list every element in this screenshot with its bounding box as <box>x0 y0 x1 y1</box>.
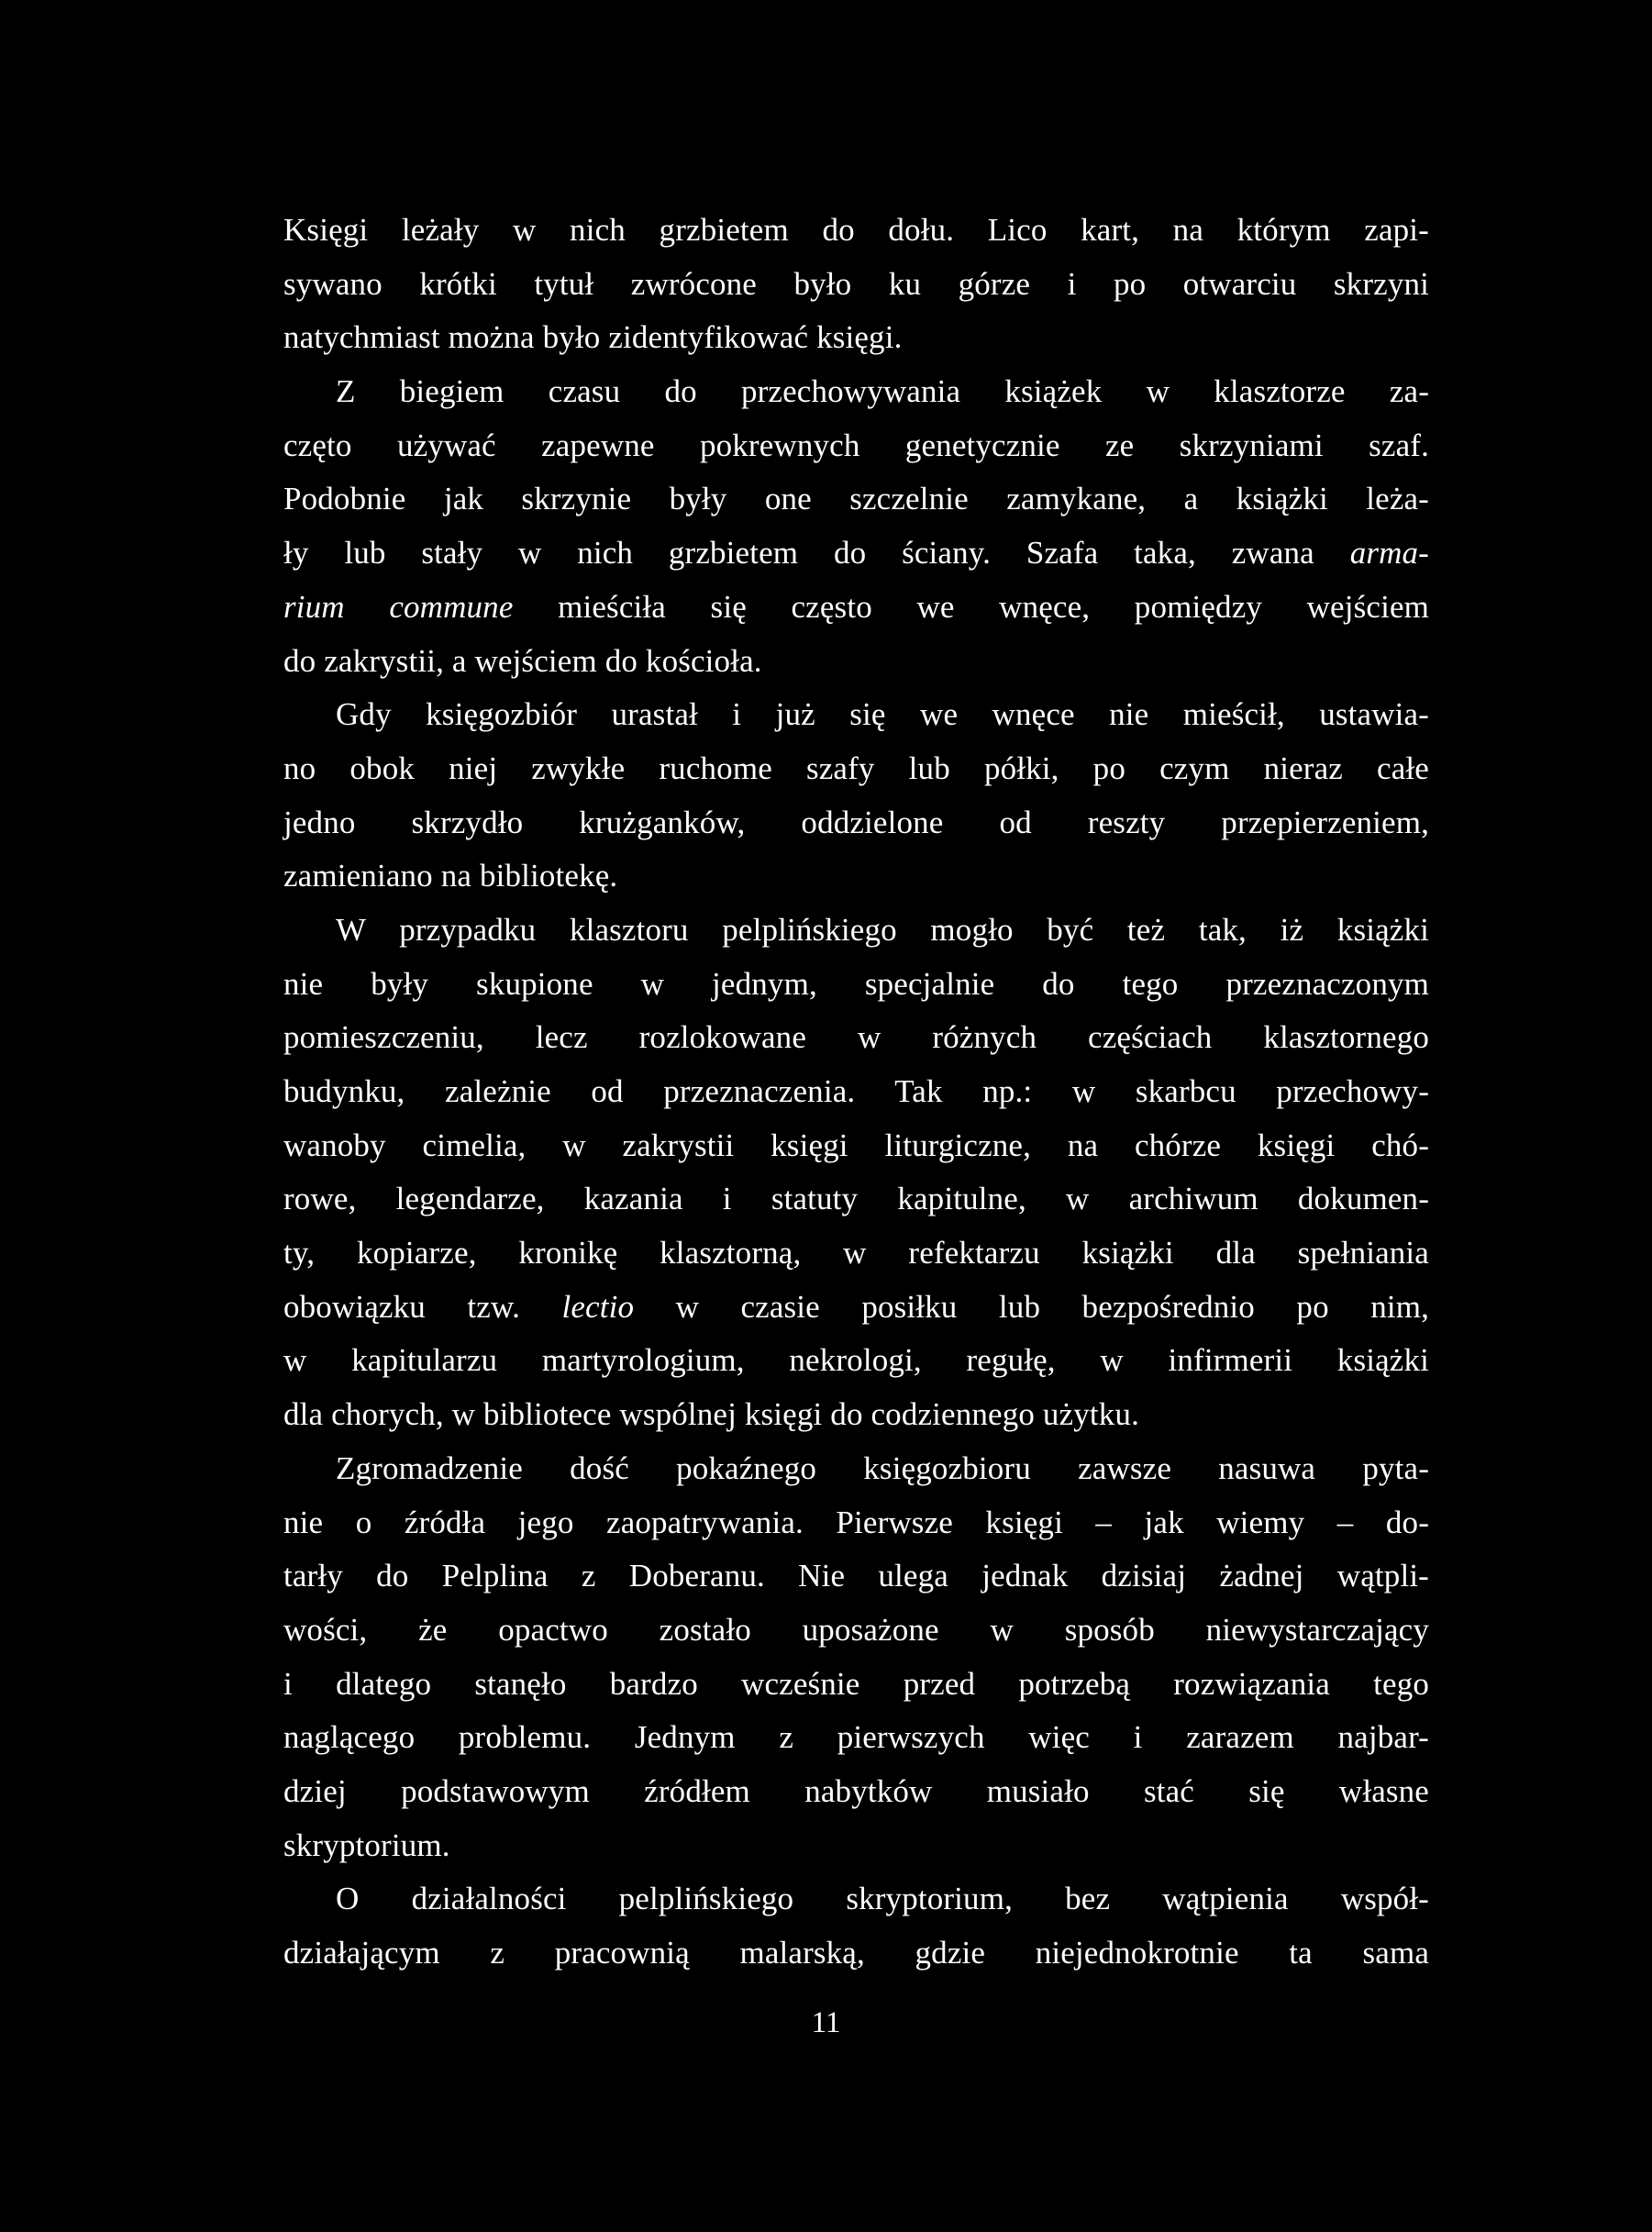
text-segment: W przypadku klasztoru pelplińskiego mogło być też tak, iż książki <box>336 911 1429 948</box>
text-segment: działającym z pracownią malarską, gdzie niejednokrotnie ta sama <box>283 1935 1429 1971</box>
text-line <box>283 1549 1429 1604</box>
text-segment: naglącego problemu. Jednym z pierwszych więc i zarazem najbar- <box>283 1719 1429 1756</box>
text-segment: obowiązku tzw. <box>283 1288 562 1325</box>
text-line <box>283 635 1429 689</box>
text-line <box>283 1658 1429 1712</box>
text-line <box>283 1281 1429 1335</box>
text-segment: mieściła się często we wnęce, pomiędzy wejściem <box>513 588 1430 625</box>
text-line <box>283 688 1429 742</box>
text-segment: i dlatego stanęło bardzo wcześnie przed potrzebą rozwiązania tego <box>283 1665 1429 1702</box>
text-line <box>283 1872 1429 1927</box>
text-line <box>283 472 1429 527</box>
text-line <box>283 1927 1429 1981</box>
text-line <box>283 1442 1429 1496</box>
text-line <box>283 904 1429 958</box>
italic-text: rium commune <box>283 588 514 625</box>
text-segment: częto używać zapewne pokrewnych genetycznie ze skrzyniami szaf. <box>283 427 1429 463</box>
text-line <box>283 258 1429 312</box>
text-segment: O działalności pelplińskiego skryptorium, bez wątpienia współ- <box>336 1881 1429 1917</box>
text-segment: w czasie posiłku lub bezpośrednio po nim, <box>634 1288 1429 1325</box>
text-line <box>283 1227 1429 1281</box>
text-segment: wanoby cimelia, w zakrystii księgi liturgiczne, na chórze księgi chó- <box>283 1127 1429 1163</box>
text-segment: wości, że opactwo zostało uposażone w sposób niewystarczający <box>283 1611 1429 1648</box>
text-segment: jedno skrzydło krużganków, oddzielone od reszty przepierzeniem, <box>283 804 1429 840</box>
italic-text: arma- <box>1349 535 1429 572</box>
text-segment: skryptorium. <box>283 1827 450 1863</box>
text-segment: do zakrystii, a wejściem do kościoła. <box>283 642 762 679</box>
text-line <box>283 1388 1429 1442</box>
page-number: 11 <box>811 2006 841 2039</box>
text-line <box>283 311 1429 365</box>
text-line <box>283 419 1429 473</box>
text-segment: Podobnie jak skrzynie były one szczelnie zamykane, a książki leża- <box>283 481 1429 517</box>
text-segment: natychmiast można było zidentyfikować księgi. <box>283 319 903 356</box>
text-line <box>283 1011 1429 1065</box>
body-text <box>283 204 1429 1981</box>
text-segment: dziej podstawowym źródłem nabytków musiało stać się własne <box>283 1772 1429 1809</box>
text-segment: Księgi leżały w nich grzbietem do dołu. Lico kart, na którym zapi- <box>283 212 1429 248</box>
italic-text: lectio <box>561 1288 635 1325</box>
text-line <box>283 581 1429 635</box>
text-line <box>283 1119 1429 1173</box>
text-line <box>283 1496 1429 1550</box>
text-line <box>283 1065 1429 1119</box>
text-line <box>283 1172 1429 1227</box>
text-line <box>283 204 1429 258</box>
text-segment: tarły do Pelplina z Doberanu. Nie ulega jednak dzisiaj żadnej wątpli- <box>283 1558 1429 1594</box>
text-segment: Zgromadzenie dość pokaźnego księgozbioru zawsze nasuwa pyta- <box>336 1449 1429 1486</box>
text-segment: dla chorych, w bibliotece wspólnej księgi do codziennego użytku. <box>283 1396 1139 1433</box>
text-line <box>283 527 1429 581</box>
text-line <box>283 742 1429 796</box>
text-segment: sywano krótki tytuł zwrócone było ku górze i po otwarciu skrzyni <box>283 265 1429 302</box>
text-line <box>283 1765 1429 1819</box>
text-segment: budynku, zależnie od przeznaczenia. Tak np.: w skarbcu przechowy- <box>283 1073 1429 1109</box>
text-line <box>283 1819 1429 1873</box>
text-segment: nie były skupione w jednym, specjalnie do tego przeznaczonym <box>283 965 1429 1002</box>
text-segment: ty, kopiarze, kronikę klasztorną, w refektarzu książki dla spełniania <box>283 1235 1429 1271</box>
text-segment: nie o źródła jego zaopatrywania. Pierwsze księgi – jak wiemy – do- <box>283 1504 1429 1540</box>
text-segment: w kapitularzu martyrologium, nekrologi, regułę, w infirmerii książki <box>283 1342 1429 1379</box>
text-line <box>283 365 1429 419</box>
text-line <box>283 1711 1429 1765</box>
text-line <box>283 958 1429 1012</box>
text-segment: zamieniano na bibliotekę. <box>283 858 618 894</box>
text-segment: pomieszczeniu, lecz rozlokowane w różnych częściach klasztornego <box>283 1019 1429 1056</box>
text-segment: ły lub stały w nich grzbietem do ściany. Szafa taka, zwana <box>283 535 1350 572</box>
text-segment: rowe, legendarze, kazania i statuty kapitulne, w archiwum dokumen- <box>283 1181 1429 1217</box>
text-segment: Gdy księgozbiór urastał i już się we wnęce nie mieścił, ustawia- <box>336 696 1429 733</box>
text-segment: Z biegiem czasu do przechowywania książek w klasztorze za- <box>336 373 1429 410</box>
text-line <box>283 796 1429 850</box>
text-line <box>283 1334 1429 1388</box>
text-segment: no obok niej zwykłe ruchome szafy lub półki, po czym nieraz całe <box>283 750 1429 786</box>
text-line <box>283 849 1429 904</box>
text-line <box>283 1604 1429 1658</box>
